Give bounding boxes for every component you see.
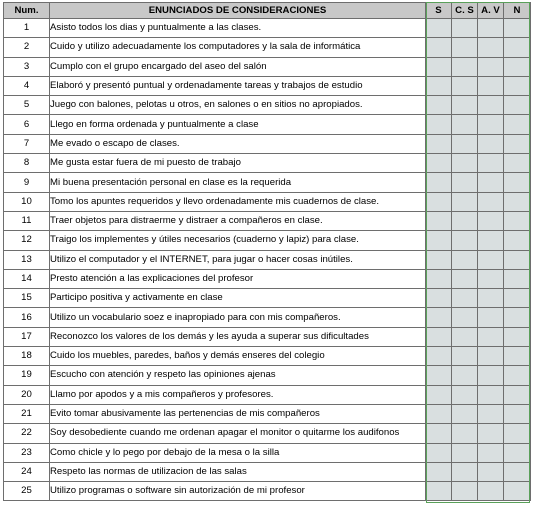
table-row: [4, 192, 531, 211]
answer-cell-n[interactable]: [504, 134, 531, 153]
answer-cell-cs[interactable]: [452, 231, 478, 250]
row-number: 12: [4, 231, 50, 250]
header-num: Num.: [4, 3, 50, 19]
row-number: 2: [4, 38, 50, 57]
answer-cell-av[interactable]: [478, 308, 504, 327]
answer-cell-n[interactable]: [504, 308, 531, 327]
table-row: [4, 347, 531, 366]
table-row: [4, 173, 531, 192]
answer-cell-s[interactable]: [426, 57, 452, 76]
row-statement: Llamo por apodos y a mis compañeros y profesores.: [50, 385, 426, 404]
answer-cell-s[interactable]: [426, 192, 452, 211]
answer-cell-av[interactable]: [478, 192, 504, 211]
answer-cell-cs[interactable]: [452, 366, 478, 385]
table-row: [4, 327, 531, 346]
answer-cell-cs[interactable]: [452, 173, 478, 192]
row-statement: Utilizo un vocabulario soez e inapropiado para con mis compañeros.: [50, 308, 426, 327]
answer-cell-s[interactable]: [426, 327, 452, 346]
table-row: [4, 289, 531, 308]
row-statement: Reconozco los valores de los demás y les ayuda a superar sus dificultades: [50, 327, 426, 346]
answer-cell-cs[interactable]: [452, 269, 478, 288]
row-number: 24: [4, 462, 50, 481]
table-row: [4, 308, 531, 327]
row-statement: Cumplo con el grupo encargado del aseo del salón: [50, 57, 426, 76]
table-row: [4, 269, 531, 288]
answer-cell-n[interactable]: [504, 173, 531, 192]
answer-cell-n[interactable]: [504, 231, 531, 250]
table-row: [4, 154, 531, 173]
row-statement: Traer objetos para distraerme y distraer a compañeros en clase.: [50, 211, 426, 230]
answer-cell-n[interactable]: [504, 38, 531, 57]
row-statement: Presto atención a las explicaciones del profesor: [50, 269, 426, 288]
answer-cell-cs[interactable]: [452, 38, 478, 57]
header-option-n: N: [504, 3, 531, 19]
answer-cell-av[interactable]: [478, 269, 504, 288]
answer-cell-av[interactable]: [478, 173, 504, 192]
table-row: [4, 404, 531, 423]
row-number: 15: [4, 289, 50, 308]
row-number: 16: [4, 308, 50, 327]
row-statement: Traigo los implementes y útiles necesarios (cuaderno y lapiz) para clase.: [50, 231, 426, 250]
row-statement: Mi buena presentación personal en clase es la requerida: [50, 173, 426, 192]
answer-cell-cs[interactable]: [452, 211, 478, 230]
answer-cell-s[interactable]: [426, 289, 452, 308]
answer-cell-av[interactable]: [478, 38, 504, 57]
row-number: 11: [4, 211, 50, 230]
answer-cell-cs[interactable]: [452, 462, 478, 481]
answer-cell-n[interactable]: [504, 57, 531, 76]
table-row: [4, 38, 531, 57]
answer-cell-av[interactable]: [478, 96, 504, 115]
answer-cell-av[interactable]: [478, 366, 504, 385]
row-statement: Tomo los apuntes requeridos y llevo ordenadamente mis cuadernos de clase.: [50, 192, 426, 211]
table-row: [4, 424, 531, 443]
row-number: 14: [4, 269, 50, 288]
row-number: 18: [4, 347, 50, 366]
answer-cell-s[interactable]: [426, 385, 452, 404]
row-statement: Respeto las normas de utilizacion de las salas: [50, 462, 426, 481]
answer-cell-n[interactable]: [504, 96, 531, 115]
answer-cell-s[interactable]: [426, 154, 452, 173]
answer-cell-n[interactable]: [504, 211, 531, 230]
answer-cell-cs[interactable]: [452, 134, 478, 153]
row-statement: Me evado o escapo de clases.: [50, 134, 426, 153]
answer-cell-cs[interactable]: [452, 482, 478, 501]
answer-cell-cs[interactable]: [452, 115, 478, 134]
answer-cell-cs[interactable]: [452, 192, 478, 211]
answer-cell-cs[interactable]: [452, 443, 478, 462]
table-row: [4, 57, 531, 76]
table-row: [4, 482, 531, 501]
header-option-av: A. V: [478, 3, 504, 19]
answer-cell-s[interactable]: [426, 134, 452, 153]
row-number: 22: [4, 424, 50, 443]
answer-cell-av[interactable]: [478, 115, 504, 134]
answer-cell-cs[interactable]: [452, 154, 478, 173]
answer-cell-n[interactable]: [504, 462, 531, 481]
table-row: [4, 134, 531, 153]
answer-cell-av[interactable]: [478, 19, 504, 38]
answer-cell-s[interactable]: [426, 173, 452, 192]
answer-cell-av[interactable]: [478, 347, 504, 366]
answer-cell-n[interactable]: [504, 327, 531, 346]
answer-cell-s[interactable]: [426, 443, 452, 462]
row-number: 6: [4, 115, 50, 134]
header-option-s: S: [426, 3, 452, 19]
answer-cell-s[interactable]: [426, 482, 452, 501]
table-row: [4, 231, 531, 250]
row-statement: Como chicle y lo pego por debajo de la mesa o la silla: [50, 443, 426, 462]
answer-cell-s[interactable]: [426, 76, 452, 95]
answer-cell-n[interactable]: [504, 347, 531, 366]
row-number: 10: [4, 192, 50, 211]
answer-cell-s[interactable]: [426, 96, 452, 115]
answer-cell-cs[interactable]: [452, 347, 478, 366]
answer-cell-av[interactable]: [478, 462, 504, 481]
row-number: 4: [4, 76, 50, 95]
answer-cell-s[interactable]: [426, 211, 452, 230]
answer-cell-av[interactable]: [478, 250, 504, 269]
answer-cell-av[interactable]: [478, 231, 504, 250]
row-statement: Me gusta estar fuera de mi puesto de trabajo: [50, 154, 426, 173]
answer-cell-cs[interactable]: [452, 308, 478, 327]
answer-cell-s[interactable]: [426, 231, 452, 250]
answer-cell-s[interactable]: [426, 462, 452, 481]
row-number: 25: [4, 482, 50, 501]
answer-cell-n[interactable]: [504, 482, 531, 501]
answer-cell-av[interactable]: [478, 76, 504, 95]
answer-cell-av[interactable]: [478, 482, 504, 501]
row-statement: Utilizo programas o software sin autorización de mi profesor: [50, 482, 426, 501]
table-row: [4, 211, 531, 230]
row-statement: Participo positiva y activamente en clase: [50, 289, 426, 308]
row-number: 3: [4, 57, 50, 76]
answer-cell-av[interactable]: [478, 289, 504, 308]
row-statement: Evito tomar abusivamente las pertenencias de mis compañeros: [50, 404, 426, 423]
answer-cell-cs[interactable]: [452, 404, 478, 423]
row-number: 23: [4, 443, 50, 462]
answer-cell-n[interactable]: [504, 192, 531, 211]
answer-cell-n[interactable]: [504, 269, 531, 288]
answer-cell-av[interactable]: [478, 154, 504, 173]
row-number: 7: [4, 134, 50, 153]
answer-cell-av[interactable]: [478, 327, 504, 346]
table-row: [4, 115, 531, 134]
answer-cell-cs[interactable]: [452, 76, 478, 95]
answer-cell-s[interactable]: [426, 38, 452, 57]
row-number: 21: [4, 404, 50, 423]
table-row: [4, 76, 531, 95]
table-row: [4, 96, 531, 115]
answer-cell-av[interactable]: [478, 385, 504, 404]
survey-body: [4, 19, 531, 501]
answer-cell-s[interactable]: [426, 308, 452, 327]
row-statement: Elaboró y presentó puntual y ordenadamente tareas y trabajos de estudio: [50, 76, 426, 95]
answer-cell-s[interactable]: [426, 250, 452, 269]
row-number: 1: [4, 19, 50, 38]
survey-table: [3, 2, 531, 501]
answer-cell-n[interactable]: [504, 404, 531, 423]
row-number: 8: [4, 154, 50, 173]
answer-cell-cs[interactable]: [452, 289, 478, 308]
answer-cell-av[interactable]: [478, 404, 504, 423]
answer-cell-cs[interactable]: [452, 424, 478, 443]
row-statement: Cuido y utilizo adecuadamente los computadores y la sala de informática: [50, 38, 426, 57]
answer-cell-s[interactable]: [426, 366, 452, 385]
row-number: 13: [4, 250, 50, 269]
answer-cell-n[interactable]: [504, 385, 531, 404]
answer-cell-cs[interactable]: [452, 385, 478, 404]
answer-cell-cs[interactable]: [452, 57, 478, 76]
answer-cell-cs[interactable]: [452, 327, 478, 346]
table-row: [4, 250, 531, 269]
row-number: 20: [4, 385, 50, 404]
answer-cell-s[interactable]: [426, 115, 452, 134]
answer-cell-s[interactable]: [426, 404, 452, 423]
answer-cell-n[interactable]: [504, 424, 531, 443]
row-statement: Juego con balones, pelotas u otros, en salones o en sitios no apropiados.: [50, 96, 426, 115]
answer-cell-cs[interactable]: [452, 19, 478, 38]
row-statement: Asisto todos los dias y puntualmente a las clases.: [50, 19, 426, 38]
header-statements: ENUNCIADOS DE CONSIDERACIONES: [50, 3, 426, 19]
answer-cell-n[interactable]: [504, 154, 531, 173]
answer-cell-s[interactable]: [426, 347, 452, 366]
table-row: [4, 366, 531, 385]
row-statement: Utilizo el computador y el INTERNET, para jugar o hacer cosas inútiles.: [50, 250, 426, 269]
answer-cell-av[interactable]: [478, 57, 504, 76]
answer-cell-n[interactable]: [504, 76, 531, 95]
row-statement: Cuido los muebles, paredes, baños y demás enseres del colegio: [50, 347, 426, 366]
table-row: [4, 19, 531, 38]
table-row: [4, 462, 531, 481]
answer-cell-s[interactable]: [426, 19, 452, 38]
row-number: 5: [4, 96, 50, 115]
answer-cell-n[interactable]: [504, 289, 531, 308]
answer-cell-cs[interactable]: [452, 96, 478, 115]
table-row: [4, 443, 531, 462]
answer-cell-av[interactable]: [478, 424, 504, 443]
answer-cell-n[interactable]: [504, 19, 531, 38]
row-number: 17: [4, 327, 50, 346]
row-number: 9: [4, 173, 50, 192]
row-statement: Llego en forma ordenada y puntualmente a clase: [50, 115, 426, 134]
answer-cell-n[interactable]: [504, 366, 531, 385]
answer-cell-cs[interactable]: [452, 250, 478, 269]
answer-cell-n[interactable]: [504, 443, 531, 462]
answer-cell-s[interactable]: [426, 269, 452, 288]
row-statement: Soy desobediente cuando me ordenan apagar el monitor o quitarme los audifonos: [50, 424, 426, 443]
row-number: 19: [4, 366, 50, 385]
answer-cell-n[interactable]: [504, 250, 531, 269]
answer-cell-av[interactable]: [478, 134, 504, 153]
row-statement: Escucho con atención y respeto las opiniones ajenas: [50, 366, 426, 385]
answer-cell-av[interactable]: [478, 443, 504, 462]
header-option-cs: C. S: [452, 3, 478, 19]
header-row: [4, 3, 531, 19]
answer-cell-av[interactable]: [478, 211, 504, 230]
answer-cell-s[interactable]: [426, 424, 452, 443]
table-row: [4, 385, 531, 404]
answer-cell-n[interactable]: [504, 115, 531, 134]
